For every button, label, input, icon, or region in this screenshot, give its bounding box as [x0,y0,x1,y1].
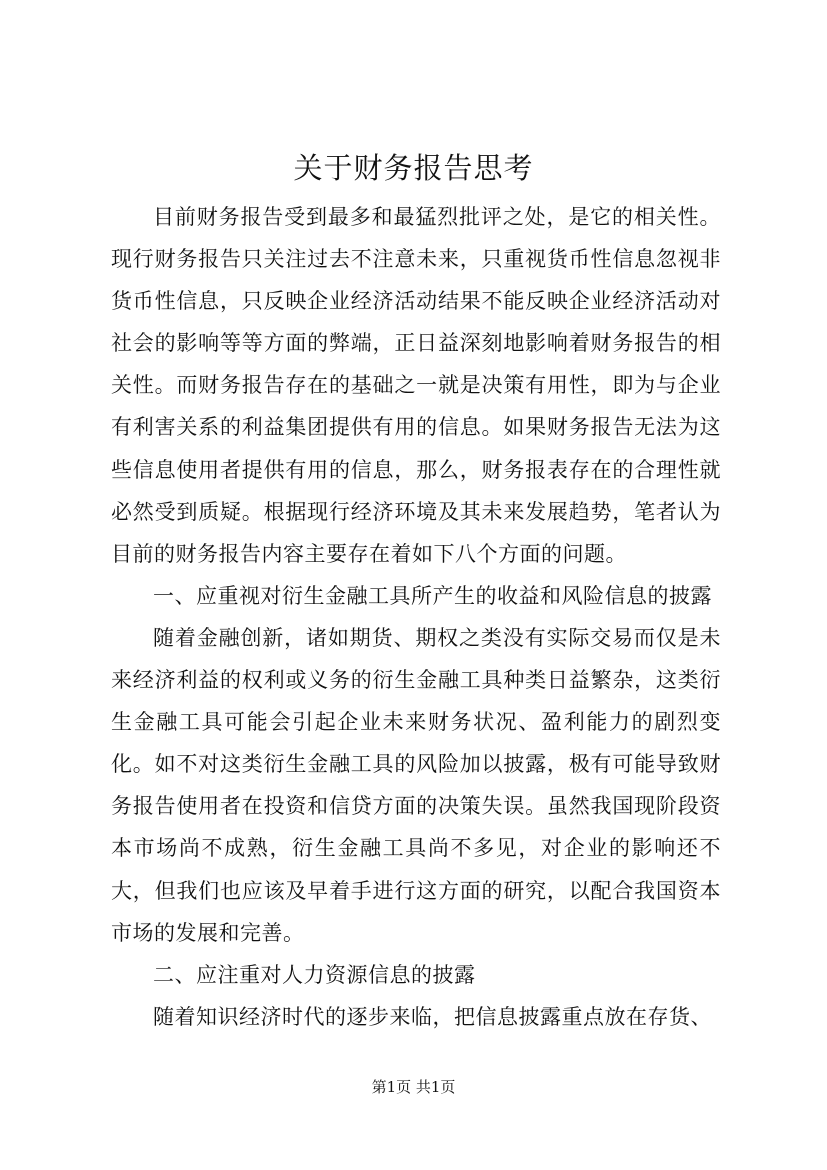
paragraph-human-resources: 随着知识经济时代的逐步来临，把信息披露重点放在存货、 [153,1004,712,1029]
document-body [111,196,721,1038]
section-heading-1: 一、应重视对衍生金融工具所产生的收益和风险信息的披露 [153,583,712,608]
paragraph-derivatives: 随着金融创新，诸如期货、期权之类没有实际交易而仅是未来经济利益的权利或义务的衍生金融工具种类日益繁杂，这类衍生金融工具可能会引起企业未来财务状况、盈利能力的剧烈变化。如不对这类衍生金融工具的风险加以披露，极有可能导致财务报告使用者在投资和信贷方面的决策失误。虽然我国现阶段资本市场尚不成熟，衍生金融工具尚不多见，对企业的影响还不大，但我们也应该及早着手进行这方面的研究，以配合我国资本市场的发展和完善。 [111,625,721,945]
page-footer: 第1页 共1页 [371,1078,456,1096]
paragraph-intro: 目前财务报告受到最多和最猛烈批评之处，是它的相关性。现行财务报告只关注过去不注意未来，只重视货币性信息忽视非货币性信息，只反映企业经济活动结果不能反映企业经济活动对社会的影响等等方面的弊端，正日益深刻地影响着财务报告的相关性。而财务报告存在的基础之一就是决策有用性，即为与企业有利害关系的利益集团提供有用的信息。如果财务报告无法为这些信息使用者提供有用的信息，那么，财务报表存在的合理性就必然受到质疑。根据现行经济环境及其未来发展趋势，笔者认为目前的财务报告内容主要存在着如下八个方面的问题。 [111,205,721,566]
document-title: 关于财务报告思考 [293,151,534,185]
section-heading-2: 二、应注重对人力资源信息的披露 [153,962,476,987]
